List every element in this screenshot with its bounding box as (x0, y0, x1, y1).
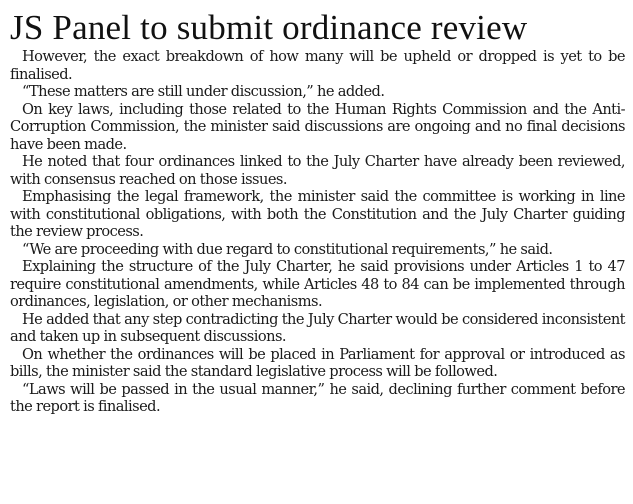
paragraph: “We are proceeding with due regard to constitutional requirements,” he said. (22, 240, 553, 258)
paragraph: “Laws will be passed in the usual manner,” he said, declining further comment before the report is finalised. (10, 380, 625, 415)
paragraph: On key laws, including those related to the Human Rights Commission and the Anti-Corruption Commission, the minister said discussions are ongoing and no final decisions have been made. (10, 100, 625, 153)
article-headline: JS Panel to submit ordinance review (10, 8, 528, 47)
paragraph: Emphasising the legal framework, the minister said the committee is working in line with constitutional obligations, with both the Constitution and the July Charter guiding the review process. (10, 188, 625, 240)
paragraph: However, the exact breakdown of how many will be upheld or dropped is yet to be finalised. (10, 48, 625, 83)
news-article (10, 8, 625, 416)
paragraph: Explaining the structure of the July Charter, he said provisions under Articles 1 to 47 require constitutional amendments, while Articles 48 to 84 can be implemented through ordinances, legislation, or other mechanisms. (10, 258, 625, 310)
paragraph: On whether the ordinances will be placed in Parliament for approval or introduced as bills, the minister said the standard legislative process will be followed. (10, 345, 625, 380)
paragraph: He noted that four ordinances linked to the July Charter have already been reviewed, with consensus reached on those issues. (10, 153, 625, 188)
article-body (10, 48, 625, 416)
paragraph: “These matters are still under discussion,” he added. (22, 83, 385, 100)
paragraph: He added that any step contradicting the July Charter would be considered inconsistent and taken up in subsequent discussions. (10, 310, 625, 345)
